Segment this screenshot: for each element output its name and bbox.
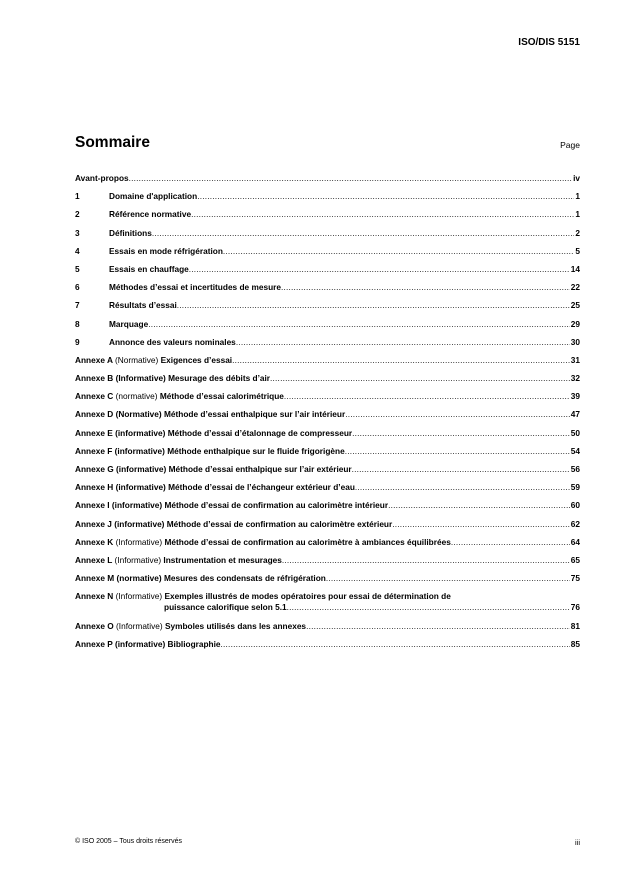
toc-entry-title: Essais en mode réfrigération <box>109 245 223 256</box>
toc-entry-number: 6 <box>75 282 80 293</box>
toc-entry-page: 29 <box>570 318 580 329</box>
toc-entry-title: Essais en chauffage <box>109 263 189 274</box>
toc-entry-page: 76 <box>570 602 580 613</box>
toc-entry-title: Mesures des condensats de réfrigération <box>163 573 326 584</box>
toc-entry-annex-m[interactable] <box>75 573 580 584</box>
toc-entry-page: 1 <box>575 209 580 220</box>
annex-label: Annexe M (normative) <box>75 573 162 584</box>
toc-entry-page: 30 <box>570 336 580 347</box>
toc-entry-title: Méthode d’essai calorimétrique <box>159 391 284 402</box>
annex-label: Annexe C <box>75 391 114 402</box>
toc-entry-number: 1 <box>75 191 80 202</box>
toc-entry-title: Symboles utilisés dans les annexes <box>164 620 307 631</box>
toc-entry-title: Méthode d’essai enthalpique sur l’air intérieur <box>164 409 346 420</box>
toc-entry-number: 2 <box>75 209 80 220</box>
toc-entry-title: Exigences d’essai <box>160 354 233 365</box>
annex-status: (normative) <box>115 391 158 402</box>
toc-entry-title: Annonce des valeurs nominales <box>109 336 236 347</box>
toc-entry-title: Méthode enthalpique sur le fluide frigorigène <box>167 445 345 456</box>
toc-entry-page: 62 <box>570 518 580 529</box>
annex-label: Annexe I (informative) <box>75 500 163 511</box>
toc-entry-number: 5 <box>75 263 80 274</box>
toc-entry-page: 65 <box>570 554 580 565</box>
toc-entry-4[interactable] <box>75 246 580 257</box>
toc-entry-9[interactable] <box>75 337 580 348</box>
toc-entry-annex-p[interactable] <box>75 639 580 650</box>
annex-label: Annexe D (Normative) <box>75 409 162 420</box>
toc-entry-page: 5 <box>575 245 580 256</box>
toc-entry-7[interactable] <box>75 300 580 311</box>
toc-entry-annex-c[interactable] <box>75 391 580 402</box>
annex-status: (Informative) <box>115 591 163 602</box>
toc-entry-8[interactable] <box>75 319 580 330</box>
footer-page-number: iii <box>575 838 580 847</box>
annex-label: Annexe E (informative) <box>75 427 166 438</box>
toc-entry-title: Définitions <box>109 227 152 238</box>
toc-entry-title: Instrumentation et mesurages <box>163 554 282 565</box>
toc-entry-title: Résultats d’essai <box>109 300 177 311</box>
toc-entry-annex-g[interactable] <box>75 464 580 475</box>
toc-entry-page: 75 <box>570 573 580 584</box>
document-code: ISO/DIS 5151 <box>518 37 580 48</box>
toc-entry-annex-j[interactable] <box>75 519 580 530</box>
toc-entry-annex-a[interactable] <box>75 355 580 366</box>
annex-label: Annexe P (informative) <box>75 638 166 649</box>
toc-entry-avant-propos[interactable] <box>75 173 580 184</box>
toc-entry-title-line2: puissance calorifique selon 5.1 <box>164 602 287 613</box>
toc-entry-title: Marquage <box>109 318 149 329</box>
toc-entry-page: 39 <box>570 391 580 402</box>
toc-entry-number: 3 <box>75 227 80 238</box>
toc-entry-page: 50 <box>570 427 580 438</box>
toc-heading: Sommaire <box>75 134 150 151</box>
annex-label: Annexe A <box>75 354 113 365</box>
toc-entry-title: Méthode d’essai d’étalonnage de compresseur <box>167 427 353 438</box>
annex-label: Annexe J (informative) <box>75 518 165 529</box>
toc-entry-annex-h[interactable] <box>75 482 580 493</box>
annex-label: Annexe B (Informative) <box>75 373 166 384</box>
footer-copyright: © ISO 2005 – Tous droits réservés <box>75 838 182 845</box>
toc-entry-5[interactable] <box>75 264 580 275</box>
annex-label: Annexe N <box>75 591 114 602</box>
toc-entry-annex-o[interactable] <box>75 621 580 632</box>
toc-entry-page: 2 <box>575 227 580 238</box>
toc-entry-title: Domaine d'application <box>109 191 198 202</box>
toc-entry-page: 14 <box>570 263 580 274</box>
toc-entry-page: 59 <box>570 482 580 493</box>
toc-entry-title: Méthode d’essai de confirmation au calorimètre à ambiances équilibrées <box>164 536 451 547</box>
toc-entry-title: Méthode d’essai enthalpique sur l’air extérieur <box>168 464 352 474</box>
toc-entry-annex-i[interactable] <box>75 500 580 511</box>
toc-entry-number: 9 <box>75 336 80 347</box>
annex-label: Annexe L <box>75 554 113 565</box>
toc-entry-annex-b[interactable] <box>75 373 580 384</box>
toc-entry-title: Méthode d’essai de confirmation au calorimètre intérieur <box>164 500 389 511</box>
toc-entry-annex-l[interactable] <box>75 555 580 566</box>
toc-entry-annex-n[interactable] <box>75 591 580 613</box>
toc-entry-title: Méthodes d’essai et incertitudes de mesure <box>109 282 281 293</box>
toc-entry-title: Mesurage des débits d’air <box>168 373 271 384</box>
toc-entry-page: 1 <box>575 191 580 202</box>
toc-entry-annex-k[interactable] <box>75 537 580 548</box>
toc-entry-title: Méthode d’essai de l’échangeur extérieur d’eau <box>168 482 355 493</box>
toc-entry-annex-e[interactable] <box>75 428 580 439</box>
toc-entry-page: 64 <box>570 536 580 547</box>
toc-entry-page: 54 <box>570 445 580 456</box>
toc-entry-page: 85 <box>570 638 580 649</box>
annex-label: Annexe F (informative) <box>75 445 165 456</box>
toc-entry-page: 32 <box>570 373 580 384</box>
toc-entry-page: 31 <box>570 354 580 365</box>
toc-entry-title: Avant-propos <box>75 173 129 183</box>
toc-entry-page: 60 <box>570 500 580 511</box>
annex-status: (Informative) <box>116 620 163 631</box>
toc-entry-number: 7 <box>75 300 80 311</box>
annex-label: Annexe O <box>75 620 114 631</box>
toc-entry-page: 25 <box>570 300 580 311</box>
annex-status: (Informative) <box>114 554 162 565</box>
toc-entry-2[interactable] <box>75 209 580 220</box>
annex-status: (Normative) <box>114 354 159 365</box>
toc-entry-page: 47 <box>570 409 580 420</box>
page-column-label: Page <box>560 140 580 150</box>
toc-entry-annex-d[interactable] <box>75 409 580 420</box>
toc-entry-number: 8 <box>75 318 80 329</box>
toc-entry-6[interactable] <box>75 282 580 293</box>
toc-entry-title: Bibliographie <box>167 638 221 649</box>
toc-entry-number: 4 <box>75 245 80 256</box>
toc-entry-annex-f[interactable] <box>75 446 580 457</box>
annex-label: Annexe G (informative) <box>75 464 167 474</box>
toc-entry-title-line1: Exemples illustrés de modes opératoires pour essai de détermination de <box>164 591 451 602</box>
toc-entry-1[interactable] <box>75 191 580 202</box>
toc-entry-title: Référence normative <box>109 209 192 220</box>
table-of-contents <box>75 173 580 657</box>
toc-entry-title: Méthode d’essai de confirmation au calorimètre extérieur <box>166 518 393 529</box>
toc-entry-page: iv <box>573 173 580 183</box>
annex-label: Annexe H (informative) <box>75 482 166 493</box>
toc-entry-page: 22 <box>570 282 580 293</box>
annex-status: (Informative) <box>115 536 163 547</box>
toc-entry-page: 81 <box>570 620 580 631</box>
toc-entry-3[interactable] <box>75 228 580 239</box>
annex-label: Annexe K <box>75 536 114 547</box>
toc-entry-page: 56 <box>570 464 580 474</box>
